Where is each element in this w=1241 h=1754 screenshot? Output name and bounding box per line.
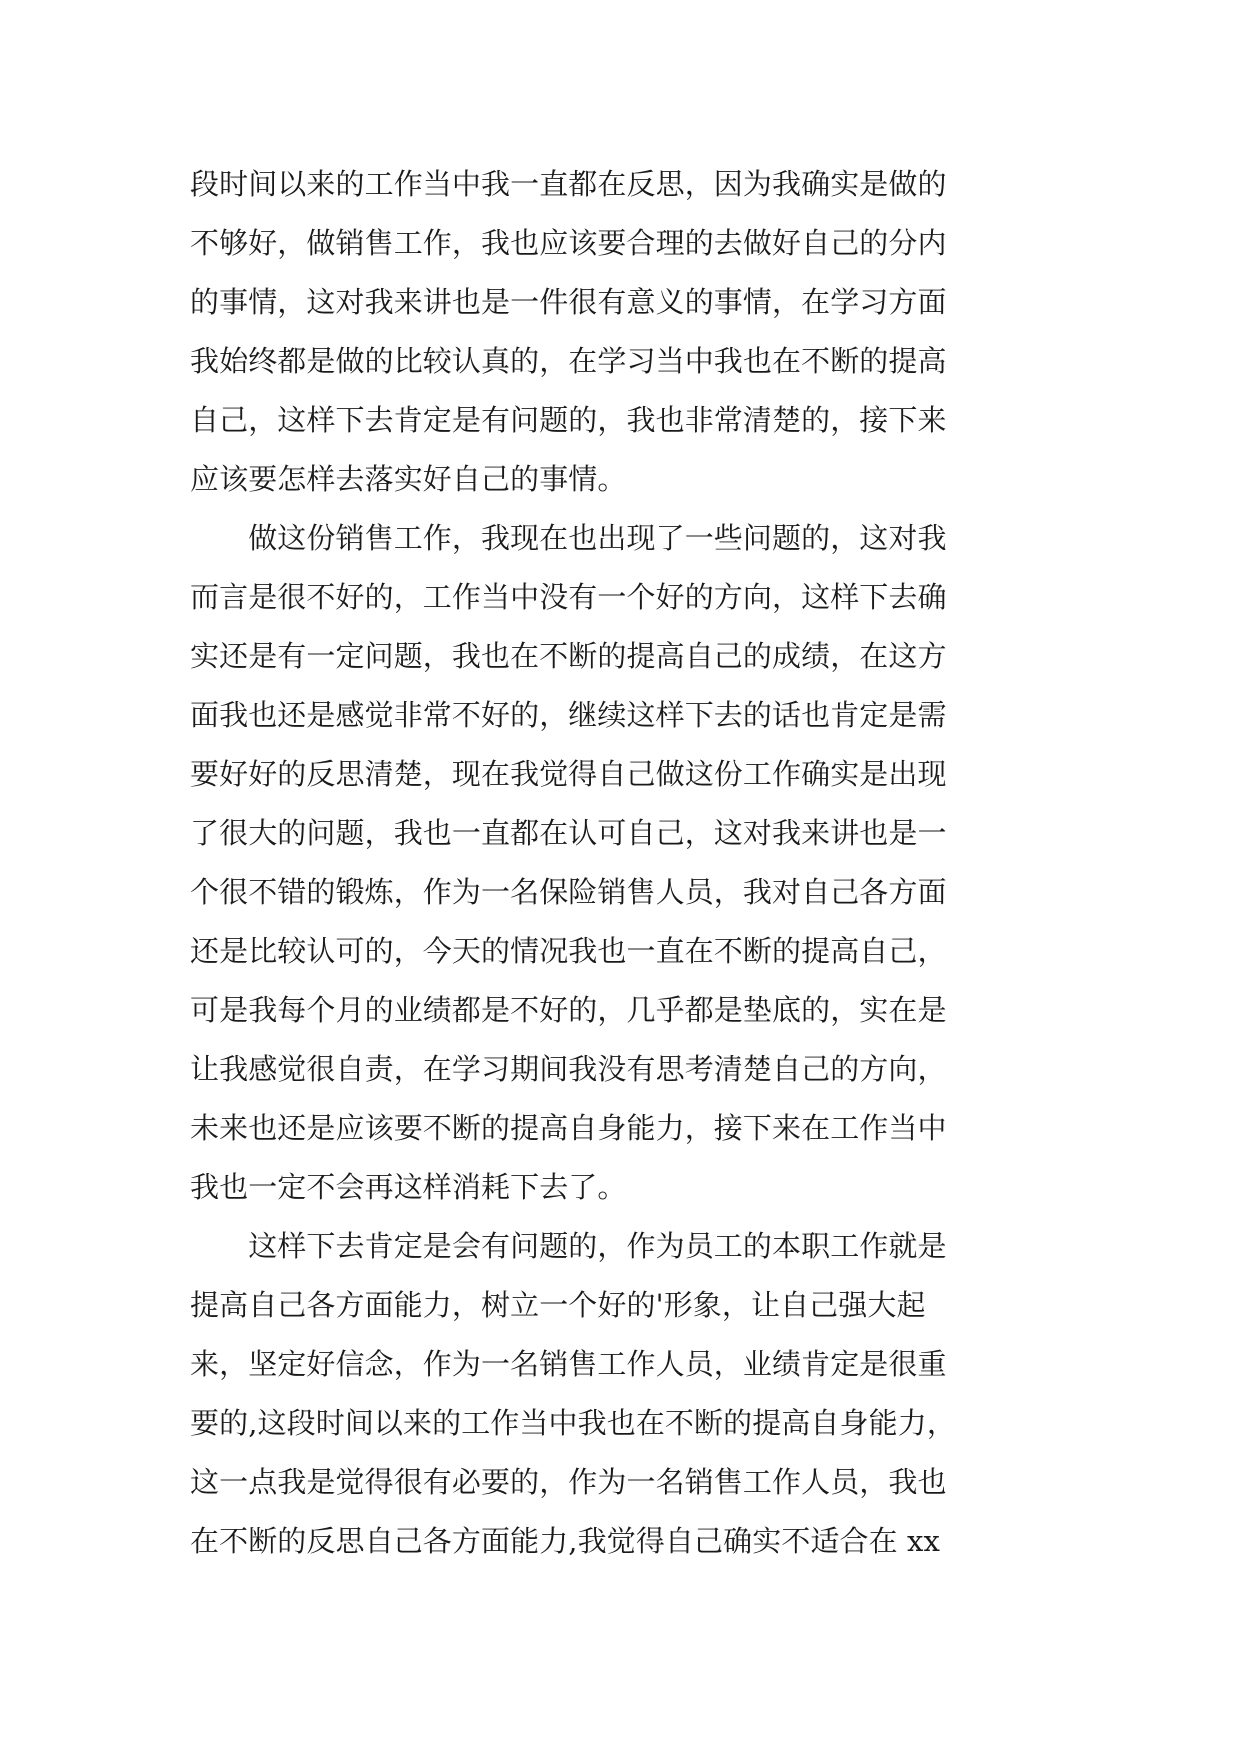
text-line: 面我也还是感觉非常不好的，继续这样下去的话也肯定是需 [190, 698, 947, 732]
text-line: 在不断的反思自己各方面能力,我觉得自己确实不适合在 xx [190, 1524, 940, 1558]
text-line: 要的,这段时间以来的工作当中我也在不断的提高自身能力， [190, 1406, 956, 1440]
text-line: 做这份销售工作，我现在也出现了一些问题的，这对我 [190, 521, 947, 555]
text-line: 应该要怎样去落实好自己的事情。 [190, 462, 627, 496]
text-line: 实还是有一定问题，我也在不断的提高自己的成绩，在这方 [190, 639, 947, 673]
text-line: 自己，这样下去肯定是有问题的，我也非常清楚的，接下来 [190, 403, 947, 437]
text-line: 可是我每个月的业绩都是不好的，几乎都是垫底的，实在是 [190, 993, 947, 1027]
text-line: 了很大的问题，我也一直都在认可自己，这对我来讲也是一 [190, 816, 947, 850]
text-line: 我始终都是做的比较认真的，在学习当中我也在不断的提高 [190, 344, 947, 378]
text-line: 提高自己各方面能力，树立一个好的'形象，让自己强大起 [190, 1288, 926, 1322]
text-line: 段时间以来的工作当中我一直都在反思，因为我确实是做的 [190, 167, 947, 201]
text-line: 这一点我是觉得很有必要的，作为一名销售工作人员，我也 [190, 1465, 947, 1499]
text-line: 这样下去肯定是会有问题的，作为员工的本职工作就是 [190, 1229, 947, 1263]
text-line: 未来也还是应该要不断的提高自身能力，接下来在工作当中 [190, 1111, 947, 1145]
text-line: 还是比较认可的，今天的情况我也一直在不断的提高自己， [190, 934, 947, 968]
text-line: 个很不错的锻炼，作为一名保险销售人员，我对自己各方面 [190, 875, 947, 909]
text-line: 不够好，做销售工作，我也应该要合理的去做好自己的分内 [190, 226, 947, 260]
body-text [190, 155, 1060, 1571]
text-line: 而言是很不好的，工作当中没有一个好的方向，这样下去确 [190, 580, 947, 614]
text-line: 的事情，这对我来讲也是一件很有意义的事情，在学习方面 [190, 285, 947, 319]
text-line: 来，坚定好信念，作为一名销售工作人员，业绩肯定是很重 [190, 1347, 947, 1381]
text-line: 我也一定不会再这样消耗下去了。 [190, 1170, 627, 1204]
text-line: 要好好的反思清楚，现在我觉得自己做这份工作确实是出现 [190, 757, 947, 791]
text-line: 让我感觉很自责，在学习期间我没有思考清楚自己的方向， [190, 1052, 947, 1086]
